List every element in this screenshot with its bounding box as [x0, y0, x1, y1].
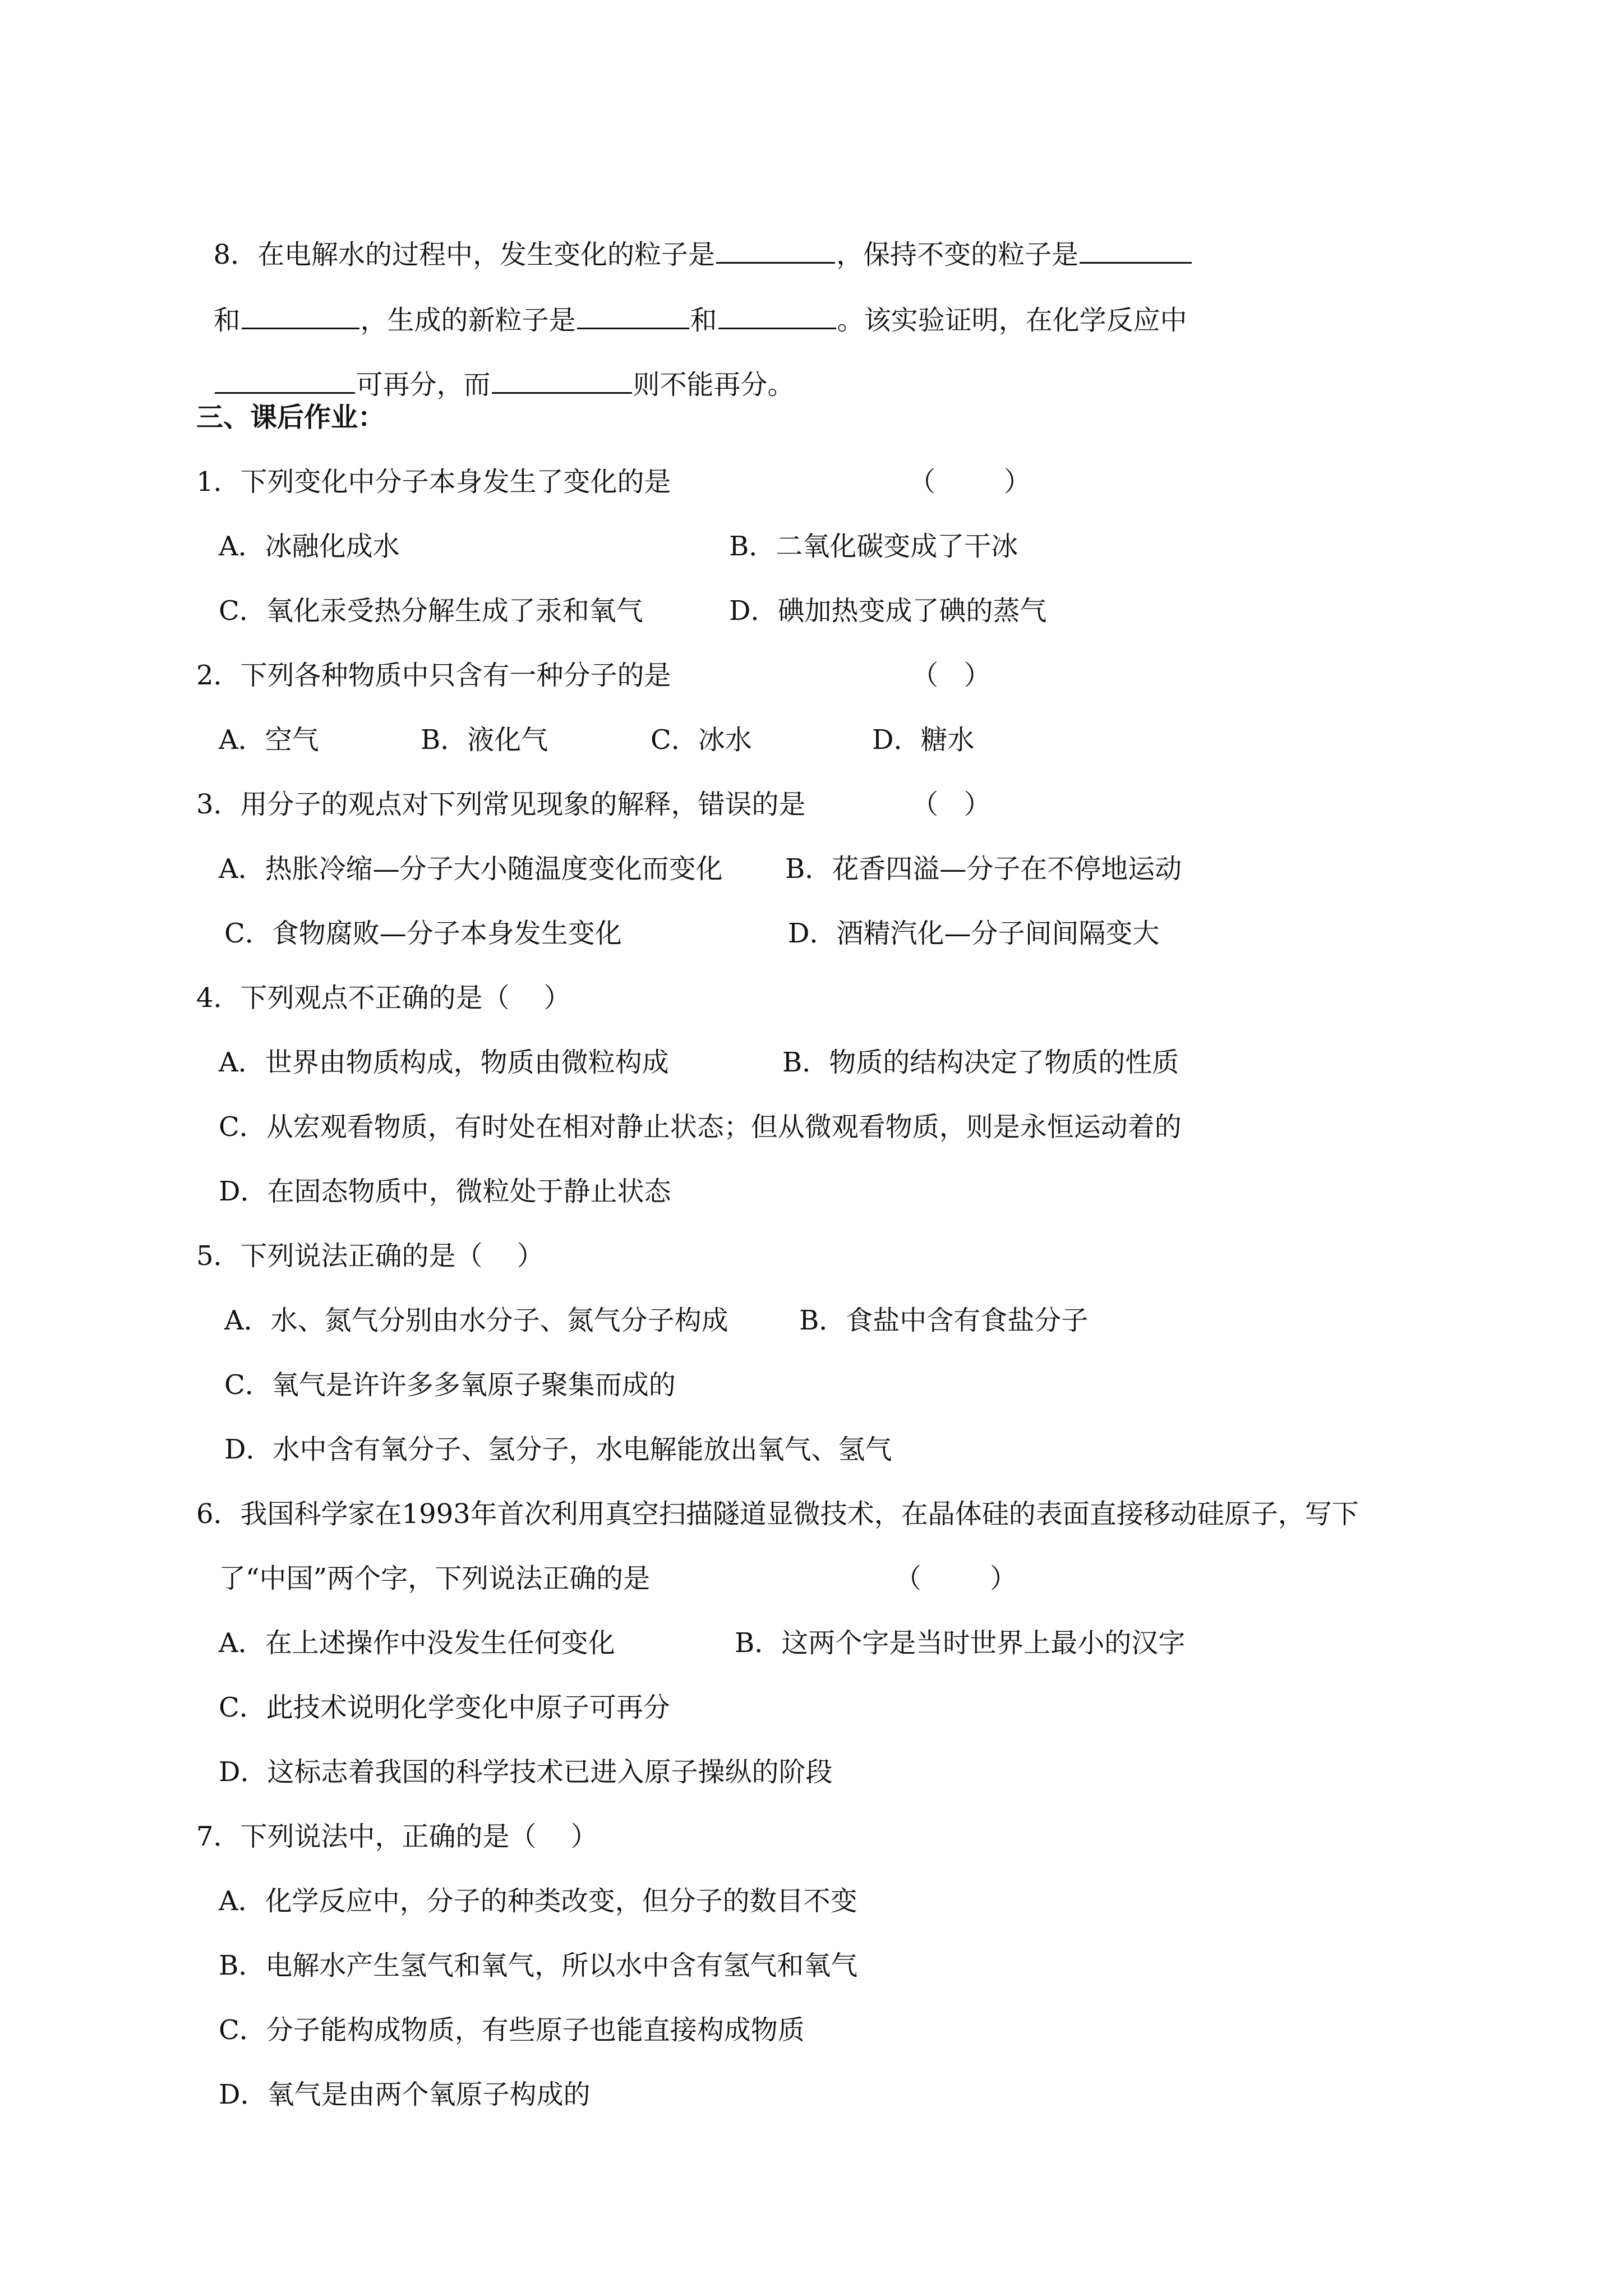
question-2-stem: 2．下列各种物质中只含有一种分子的是: [196, 660, 671, 691]
q8-line-3: [196, 339, 795, 401]
question-7-option-c: C．分子能构成物质，有些原子也能直接构成物质: [219, 2014, 805, 2046]
question-6-option-c: C．此技术说明化学变化中原子可再分: [219, 1692, 670, 1723]
fill-blank[interactable]: [1080, 236, 1192, 264]
question-2-option-c: C．冰水: [651, 724, 752, 756]
question-4-option-c: C．从宏观看物质，有时处在相对静止状态；但从微观看物质，则是永恒运动着的: [219, 1111, 1182, 1143]
question-3-option-c: C．食物腐败—分子本身发生变化: [224, 918, 622, 949]
question-1-option-b: B．二氧化碳变成了干冰: [729, 531, 1018, 562]
question-3-option-b: B．花香四溢—分子在不停地运动: [785, 853, 1182, 885]
question-7-option-b: B．电解水产生氢气和氧气，所以水中含有氢气和氧气: [219, 1950, 858, 1981]
question-3-option-a: A．热胀冷缩—分子大小随温度变化而变化: [219, 853, 723, 885]
q8-text: ，保持不变的粒子是: [836, 239, 1079, 270]
question-6-option-a: A．在上述操作中没发生任何变化: [219, 1627, 615, 1659]
question-6-option-d: D．这标志着我国的科学技术已进入原子操纵的阶段: [219, 1756, 833, 1788]
q8-text: ，生成的新粒子是: [360, 305, 576, 336]
fill-blank[interactable]: [718, 302, 836, 329]
question-3-answer-bracket[interactable]: （ ）: [911, 789, 991, 820]
question-2-answer-bracket[interactable]: （ ）: [911, 660, 991, 691]
question-1-option-d: D．碘加热变成了碘的蒸气: [729, 595, 1047, 627]
q8-text: 。该实验证明，在化学反应中: [837, 305, 1187, 336]
question-7-option-d: D．氧气是由两个氧原子构成的: [219, 2079, 591, 2110]
q8-text: 则不能再分。: [633, 369, 795, 401]
q8-text: 和: [213, 305, 241, 336]
section-title: 三、课后作业：: [196, 402, 385, 433]
question-5-option-d: D．水中含有氧分子、氢分子，水电解能放出氧气、氢气: [224, 1434, 892, 1465]
question-4-option-a: A．世界由物质构成，物质由微粒构成: [219, 1047, 669, 1078]
question-6-answer-bracket[interactable]: （ ）: [895, 1563, 1017, 1594]
question-4-option-b: B．物质的结构决定了物质的性质: [782, 1047, 1179, 1078]
question-4-option-d: D．在固态物质中，微粒处于静止状态: [219, 1176, 671, 1207]
question-5-option-b: B．食盐中含有食盐分子: [799, 1305, 1089, 1336]
question-7-option-a: A．化学反应中，分子的种类改变，但分子的数目不变: [219, 1885, 857, 1917]
question-3-stem: 3．用分子的观点对下列常见现象的解释，错误的是: [196, 789, 806, 820]
question-7-stem: 7．下列说法中，正确的是（ ）: [196, 1821, 598, 1852]
question-2-option-d: D．糖水: [872, 724, 975, 756]
fill-blank[interactable]: [716, 236, 835, 264]
question-4-stem: 4．下列观点不正确的是（ ）: [196, 982, 571, 1014]
question-6-option-b: B．这两个字是当时世界上最小的汉字: [735, 1627, 1186, 1659]
fill-blank[interactable]: [215, 366, 355, 394]
question-6-stem: 6．我国科学家在1993年首次利用真空扫描隧道显微技术，在晶体硅的表面直接移动硅原子，写下: [196, 1498, 1359, 1530]
fill-blank[interactable]: [492, 366, 632, 394]
question-1-option-c: C．氧化汞受热分解生成了汞和氧气: [219, 595, 643, 627]
q8-text: 可再分，而: [356, 369, 491, 401]
q8-line-1: [196, 209, 1193, 268]
question-5-option-a: A．水、氮气分别由水分子、氮气分子构成: [224, 1305, 728, 1336]
question-6-stem-continued: 了“中国”两个字，下列说法正确的是: [219, 1563, 651, 1594]
question-5-stem: 5．下列说法正确的是（ ）: [196, 1240, 544, 1272]
question-1-stem: 1．下列变化中分子本身发生了变化的是: [196, 466, 671, 498]
question-3-option-d: D．酒精汽化—分子间间隔变大: [788, 918, 1160, 949]
question-2-option-a: A．空气: [219, 724, 319, 756]
question-1-answer-bracket[interactable]: （ ）: [909, 466, 1031, 498]
q8-text: 8．在电解水的过程中，发生变化的粒子是: [213, 239, 716, 270]
question-2-option-b: B．液化气: [421, 724, 548, 756]
fill-blank[interactable]: [577, 302, 689, 329]
question-1-option-a: A．冰融化成水: [219, 531, 400, 562]
fill-blank[interactable]: [242, 302, 359, 329]
q8-line-2: [196, 275, 1187, 334]
question-5-option-c: C．氧气是许许多多氧原子聚集而成的: [224, 1369, 676, 1401]
q8-text: 和: [690, 305, 717, 336]
